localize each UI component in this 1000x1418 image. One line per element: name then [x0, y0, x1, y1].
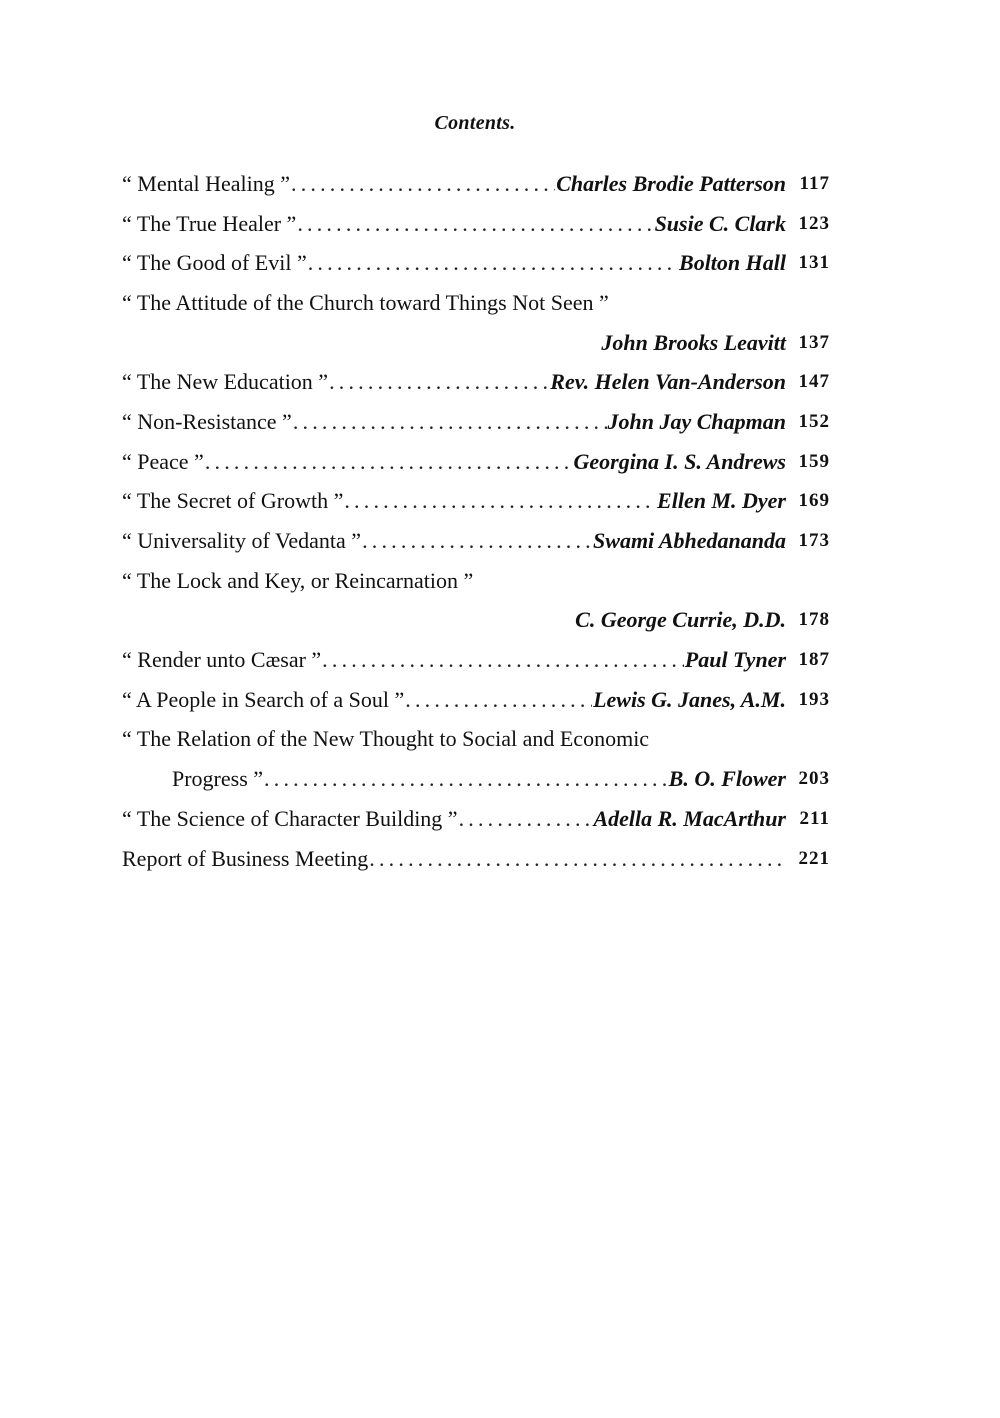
- dot-leader: [405, 687, 592, 713]
- entry-page: 203: [798, 768, 830, 790]
- toc-entry[interactable]: [122, 442, 830, 482]
- toc-entry[interactable]: [122, 204, 830, 244]
- toc-entry[interactable]: [122, 521, 830, 561]
- page-title: Contents.: [434, 112, 516, 134]
- entry-title: “ The New Education ”: [122, 369, 329, 395]
- entry-title: “ Non-Resistance ”: [122, 408, 292, 434]
- entry-page: 173: [798, 530, 830, 552]
- dot-leader: [322, 647, 684, 673]
- toc-entry[interactable]: [122, 482, 830, 522]
- entry-title: “ A People in Search of a Soul ”: [122, 686, 405, 712]
- toc-entry-title-line[interactable]: [122, 720, 830, 760]
- entry-title: “ Peace ”: [122, 448, 204, 474]
- entry-author: Adella R. MacArthur: [593, 805, 786, 831]
- entry-page: 137: [798, 331, 830, 353]
- toc-entry[interactable]: [122, 243, 830, 283]
- entry-title: Report of Business Meeting: [122, 845, 369, 871]
- toc-entry[interactable]: [122, 640, 830, 680]
- entry-author: John Brooks Leavitt: [601, 329, 786, 355]
- toc-entry-author-line[interactable]: [122, 323, 830, 363]
- entry-page: 117: [799, 172, 830, 194]
- dot-leader: [308, 250, 678, 276]
- entry-title: “ Universality of Vedanta ”: [122, 528, 362, 554]
- dot-leader: [369, 846, 785, 872]
- entry-author: Charles Brodie Patterson: [556, 170, 786, 196]
- toc-entry-title-line[interactable]: [122, 283, 830, 323]
- dot-leader: [459, 806, 593, 832]
- dot-leader: [329, 369, 549, 395]
- toc-entry-continuation-line[interactable]: [122, 759, 830, 799]
- entry-author: Bolton Hall: [679, 250, 786, 276]
- entry-title: “ The Science of Character Building ”: [122, 805, 458, 831]
- toc-entry[interactable]: [122, 402, 830, 442]
- entry-page: 178: [798, 609, 830, 631]
- dot-leader: [293, 409, 607, 435]
- entry-title: “ The Lock and Key, or Reincarnation ”: [122, 567, 474, 593]
- entry-title: “ Render unto Cæsar ”: [122, 647, 322, 673]
- entry-page: 152: [798, 410, 830, 432]
- entry-page: 187: [798, 649, 830, 671]
- toc-entry-title-line[interactable]: [122, 561, 830, 601]
- dot-leader: [362, 528, 592, 554]
- entry-title: “ The True Healer ”: [122, 210, 297, 236]
- dot-leader: [344, 488, 656, 514]
- entry-author: Lewis G. Janes, A.M.: [593, 686, 786, 712]
- toc-entry[interactable]: [122, 680, 830, 720]
- entry-author: Paul Tyner: [684, 647, 786, 673]
- entry-author: C. George Currie, D.D.: [575, 607, 786, 633]
- entry-title: “ Mental Healing ”: [122, 170, 290, 196]
- dot-leader: [205, 449, 573, 475]
- entry-author: B. O. Flower: [668, 766, 786, 792]
- entry-title: “ The Attitude of the Church toward Things Not Seen ”: [122, 289, 609, 315]
- entry-page: 211: [799, 807, 830, 829]
- entry-author: Ellen M. Dyer: [657, 488, 786, 514]
- entry-title: “ The Secret of Growth ”: [122, 488, 344, 514]
- entry-title: “ The Relation of the New Thought to Social and Economic: [122, 726, 650, 752]
- entry-page: 123: [798, 212, 830, 234]
- toc-entry[interactable]: [122, 839, 830, 879]
- table-of-contents: [122, 164, 830, 878]
- toc-entry[interactable]: [122, 362, 830, 402]
- entry-author: Swami Abhedananda: [593, 528, 786, 554]
- dot-leader: [297, 211, 653, 237]
- entry-author: John Jay Chapman: [607, 408, 786, 434]
- entry-page: 193: [798, 688, 830, 710]
- entry-author: Rev. Helen Van-Anderson: [550, 369, 786, 395]
- dot-leader: [264, 766, 668, 792]
- entry-page: 131: [798, 252, 830, 274]
- dot-leader: [291, 171, 555, 197]
- toc-entry[interactable]: [122, 799, 830, 839]
- entry-author: Susie C. Clark: [654, 210, 786, 236]
- entry-page: 147: [798, 371, 830, 393]
- entry-title-continuation: Progress ”: [172, 766, 264, 792]
- entry-page: 169: [798, 490, 830, 512]
- entry-author: Georgina I. S. Andrews: [573, 448, 786, 474]
- toc-entry-author-line[interactable]: [122, 601, 830, 641]
- toc-entry[interactable]: [122, 164, 830, 204]
- entry-page: 159: [798, 450, 830, 472]
- entry-title: “ The Good of Evil ”: [122, 250, 307, 276]
- entry-page: 221: [798, 847, 830, 869]
